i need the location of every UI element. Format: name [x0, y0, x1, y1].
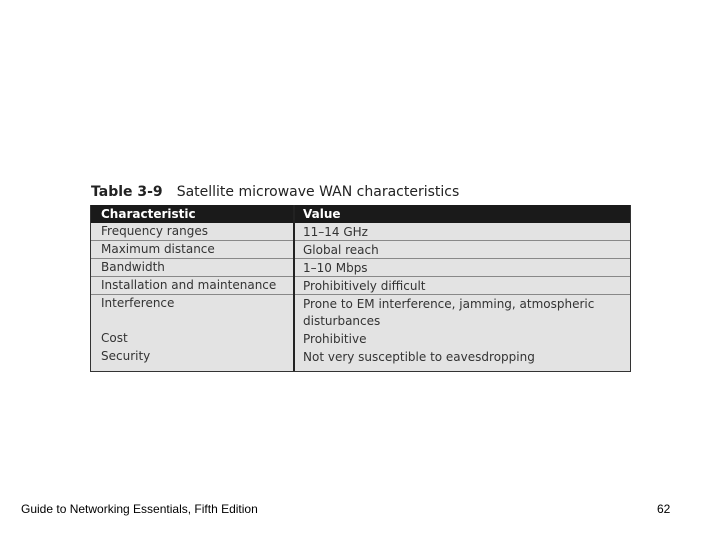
cell-value: Not very susceptible to eavesdropping — [303, 350, 535, 364]
table-row — [91, 259, 630, 277]
cell-characteristic: Security — [101, 349, 151, 363]
table-row — [91, 330, 630, 347]
table-caption: Satellite microwave WAN characteristics — [176, 184, 460, 200]
header-value: Value — [303, 207, 341, 221]
table-row — [91, 295, 630, 329]
cell-value: 1–10 Mbps — [303, 261, 368, 275]
characteristics-table — [90, 205, 631, 372]
cell-value: Prohibitive — [303, 332, 367, 346]
cell-value: Prohibitively difficult — [303, 279, 426, 293]
table-number: Table 3-9 — [91, 184, 163, 200]
cell-characteristic: Bandwidth — [101, 260, 165, 274]
footer-book-title: Guide to Networking Essentials, Fifth Edition — [21, 502, 258, 516]
cell-characteristic: Installation and maintenance — [101, 278, 277, 292]
slide-number: 62 — [657, 502, 671, 516]
cell-characteristic: Maximum distance — [101, 242, 215, 256]
header-characteristic: Characteristic — [101, 207, 196, 221]
table-row — [91, 348, 630, 365]
column-divider — [293, 205, 295, 371]
cell-characteristic: Interference — [101, 296, 175, 310]
cell-characteristic: Frequency ranges — [101, 224, 208, 238]
cell-value: Global reach — [303, 243, 379, 257]
table-row — [91, 223, 630, 241]
cell-value: 11–14 GHz — [303, 225, 368, 239]
cell-value: Prone to EM interference, jamming, atmospheric disturbances — [303, 297, 595, 328]
table-row — [91, 241, 630, 259]
table-row — [91, 277, 630, 295]
cell-characteristic: Cost — [101, 331, 128, 345]
table-header — [91, 205, 630, 223]
table-title — [91, 184, 459, 200]
